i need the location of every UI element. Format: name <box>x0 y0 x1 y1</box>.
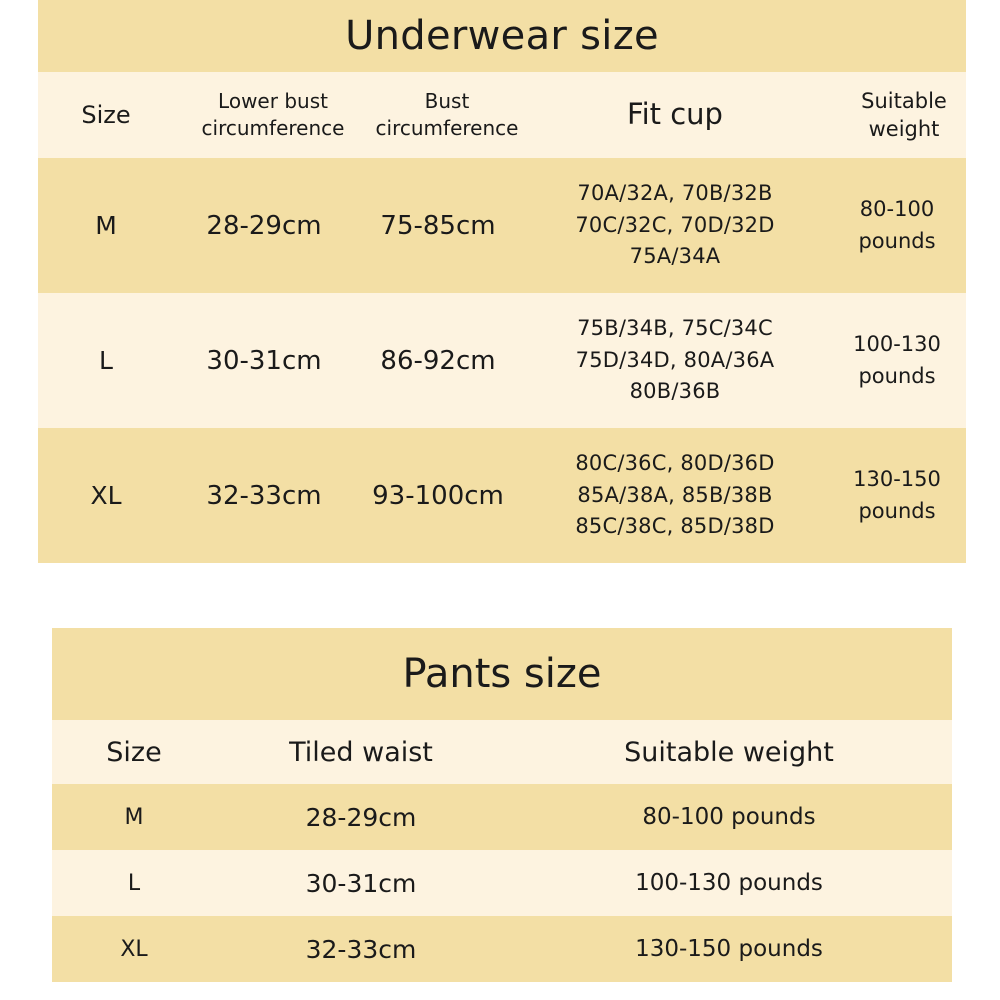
cup-line: 75B/34B, 75C/34C <box>577 315 773 340</box>
cell-fit-cup <box>522 428 828 563</box>
cup-line: 85C/38C, 85D/38D <box>575 514 775 539</box>
pants-title: Pants size <box>52 628 952 720</box>
table-row <box>38 428 966 563</box>
cup-line: 70C/32C, 70D/32D <box>575 212 775 237</box>
cell-lower-bust: 28-29cm <box>206 210 322 241</box>
cell-suitable-weight <box>828 293 966 428</box>
header-lower-bust-line2: circumference <box>201 116 345 140</box>
cell-bust: 86-92cm <box>380 345 496 376</box>
cell-size: M <box>124 804 144 830</box>
cell-lower-bust: 32-33cm <box>206 480 322 511</box>
cell-fit-cup <box>522 293 828 428</box>
cell-size: M <box>95 211 117 240</box>
header-fit-cup: Fit cup <box>627 97 723 132</box>
table-header-row <box>38 72 966 158</box>
cell-size: L <box>127 870 141 896</box>
cell-lower-bust: 30-31cm <box>206 345 322 376</box>
cup-line: 75A/34A <box>629 244 721 269</box>
header-suitable-weight: Suitable weight <box>506 720 952 784</box>
cell-fit-cup <box>522 158 828 293</box>
cell-size: L <box>99 346 113 375</box>
cup-line: 85A/38A, 85B/38B <box>577 482 773 507</box>
cell-tiled-waist: 28-29cm <box>305 802 417 832</box>
header-weight-line1: Suitable <box>861 88 947 113</box>
underwear-size-table <box>38 72 966 563</box>
cup-line: 70A/32A, 70B/32B <box>577 180 773 205</box>
table-row <box>52 784 952 850</box>
header-lower-bust-circumference <box>174 72 354 158</box>
cell-size: XL <box>120 936 148 962</box>
header-size: Size <box>81 100 131 129</box>
weight-line: 100-130 <box>853 332 941 356</box>
cell-bust: 75-85cm <box>380 210 496 241</box>
cup-line: 75D/34D, 80A/36A <box>575 347 775 372</box>
table-row <box>52 850 952 916</box>
cell-suitable-weight: 80-100 pounds <box>642 804 816 830</box>
table-row <box>52 916 952 982</box>
header-bust-line1: Bust <box>424 89 470 113</box>
table-row <box>38 293 966 428</box>
header-bust-circumference <box>354 72 522 158</box>
cell-suitable-weight: 100-130 pounds <box>635 870 823 896</box>
pants-size-section <box>52 628 952 982</box>
underwear-title: Underwear size <box>38 0 966 72</box>
weight-line: pounds <box>858 228 936 253</box>
header-bust-line2: circumference <box>375 116 519 140</box>
cell-suitable-weight: 130-150 pounds <box>635 936 823 962</box>
table-row <box>38 158 966 293</box>
cell-size: XL <box>90 481 122 510</box>
cell-tiled-waist: 30-31cm <box>305 868 417 898</box>
header-size: Size <box>52 720 216 784</box>
underwear-size-section <box>38 0 966 563</box>
header-weight-line2: weight <box>868 117 940 141</box>
cell-suitable-weight <box>828 428 966 563</box>
header-lower-bust-line1: Lower bust <box>218 89 328 113</box>
cell-tiled-waist: 32-33cm <box>305 934 417 964</box>
cup-line: 80B/36B <box>629 379 721 404</box>
cup-line: 80C/36C, 80D/36D <box>575 450 775 475</box>
weight-line: pounds <box>858 498 936 523</box>
weight-line: 80-100 <box>859 197 935 221</box>
weight-line: 130-150 <box>853 467 941 491</box>
header-suitable-weight <box>828 72 966 158</box>
cell-suitable-weight <box>828 158 966 293</box>
pants-size-table <box>52 720 952 982</box>
weight-line: pounds <box>858 363 936 388</box>
header-tiled-waist: Tiled waist <box>216 720 506 784</box>
table-header-row <box>52 720 952 784</box>
cell-bust: 93-100cm <box>372 480 504 511</box>
